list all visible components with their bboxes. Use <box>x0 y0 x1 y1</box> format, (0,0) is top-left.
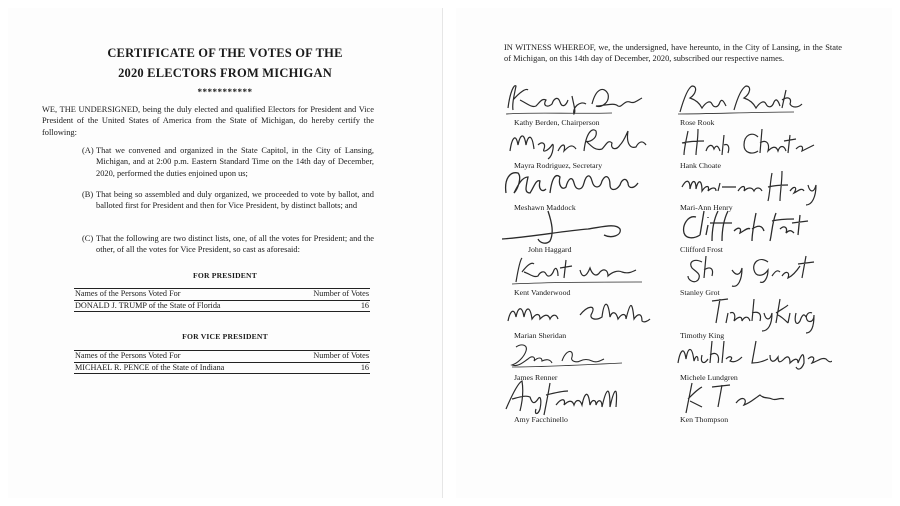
president-heading: FOR PRESIDENT <box>193 271 257 280</box>
signer-name: Kathy Berden, Chairperson <box>514 118 600 127</box>
item-b-text: That being so assembled and duly organized, we proceeded to vote by ballot, and balloted first for President and then for Vice President, by distinct ballots; and <box>96 190 374 211</box>
handwritten-signature <box>492 205 652 249</box>
signer-name: Ken Thompson <box>680 415 729 424</box>
handwritten-signature <box>492 248 652 288</box>
handwritten-signature <box>492 78 652 118</box>
item-b <box>82 189 374 212</box>
handwritten-signature <box>672 333 832 373</box>
witness-paragraph: IN WITNESS WHEREOF, we, the undersigned, have hereunto, in the City of Lansing, in the State of Michigan, on this 14th day of December, 2020, subscribed our respective names. <box>504 43 842 64</box>
president-col-name: Names of the Persons Voted For <box>74 289 287 301</box>
signer-name: Stanley Grot <box>680 288 720 297</box>
signer-name: Mari-Ann Henry <box>680 203 733 212</box>
signer-name: Marian Sheridan <box>514 331 567 340</box>
vice-president-heading: FOR VICE PRESIDENT <box>182 332 268 341</box>
certificate-title-line2: 2020 ELECTORS FROM MICHIGAN <box>118 66 332 80</box>
handwritten-signature <box>492 121 652 161</box>
title-stars: *********** <box>197 87 253 97</box>
signer-name: Timothy King <box>680 331 725 340</box>
signer-name: Kent Vanderwood <box>514 288 571 297</box>
signature-block <box>492 375 652 425</box>
handwritten-signature <box>672 205 832 249</box>
signer-name: Clifford Frost <box>680 245 723 254</box>
vice-president-person: MICHAEL R. PENCE of the State of Indiana <box>74 362 288 374</box>
witness-page <box>456 8 892 498</box>
signer-name: Amy Facchinello <box>514 415 568 424</box>
handwritten-signature <box>492 291 652 331</box>
signature-block <box>672 375 832 425</box>
signer-name: Mayra Rodriguez, Secretary <box>514 161 603 170</box>
signer-name: John Haggard <box>528 245 572 254</box>
signer-name: Meshawn Maddock <box>514 203 576 212</box>
handwritten-signature <box>492 333 652 373</box>
signer-name: Rose Rook <box>680 118 715 127</box>
vice-president-col-name: Names of the Persons Voted For <box>74 351 288 363</box>
item-b-label: (B) <box>82 190 94 199</box>
item-c-text: That the following are two distinct lists, one, of all the votes for President; and the other, of all the votes for Vice President, so cast as aforesaid: <box>96 234 374 255</box>
president-votes-table <box>74 288 370 312</box>
item-a <box>82 145 374 179</box>
item-a-label: (A) <box>82 146 94 155</box>
handwritten-signature <box>672 78 832 118</box>
handwritten-signature <box>672 375 832 415</box>
vice-president-votes-table <box>74 350 370 374</box>
handwritten-signature <box>672 121 832 161</box>
signer-name: Michele Lundgren <box>680 373 738 382</box>
item-c-label: (C) <box>82 234 94 243</box>
vice-president-col-votes: Number of Votes <box>288 351 370 363</box>
item-c <box>82 233 374 256</box>
certificate-page <box>8 8 443 498</box>
handwritten-signature <box>492 375 652 419</box>
certificate-title-line1: CERTIFICATE OF THE VOTES OF THE <box>107 46 343 60</box>
signer-name: Hank Choate <box>680 161 721 170</box>
president-col-votes: Number of Votes <box>287 289 370 301</box>
vice-president-vote-count: 16 <box>288 362 370 374</box>
handwritten-signature <box>492 163 652 203</box>
handwritten-signature <box>672 248 832 288</box>
handwritten-signature <box>672 163 832 207</box>
signer-name: James Renner <box>514 373 558 382</box>
item-a-text: That we convened and organized in the State Capitol, in the City of Lansing, Michigan, and at 2:00 p.m. Eastern Standard Time on the 14th day of December, 2020, performed the duties enjoined upon us; <box>96 146 374 178</box>
intro-paragraph: WE, THE UNDERSIGNED, being the duly elected and qualified Electors for President and Vice President of the United States of America from the State of Michigan, do hereby certify the following: <box>42 105 374 137</box>
president-vote-count: 16 <box>287 300 370 312</box>
handwritten-signature <box>672 291 832 335</box>
president-person: DONALD J. TRUMP of the State of Florida <box>74 300 287 312</box>
